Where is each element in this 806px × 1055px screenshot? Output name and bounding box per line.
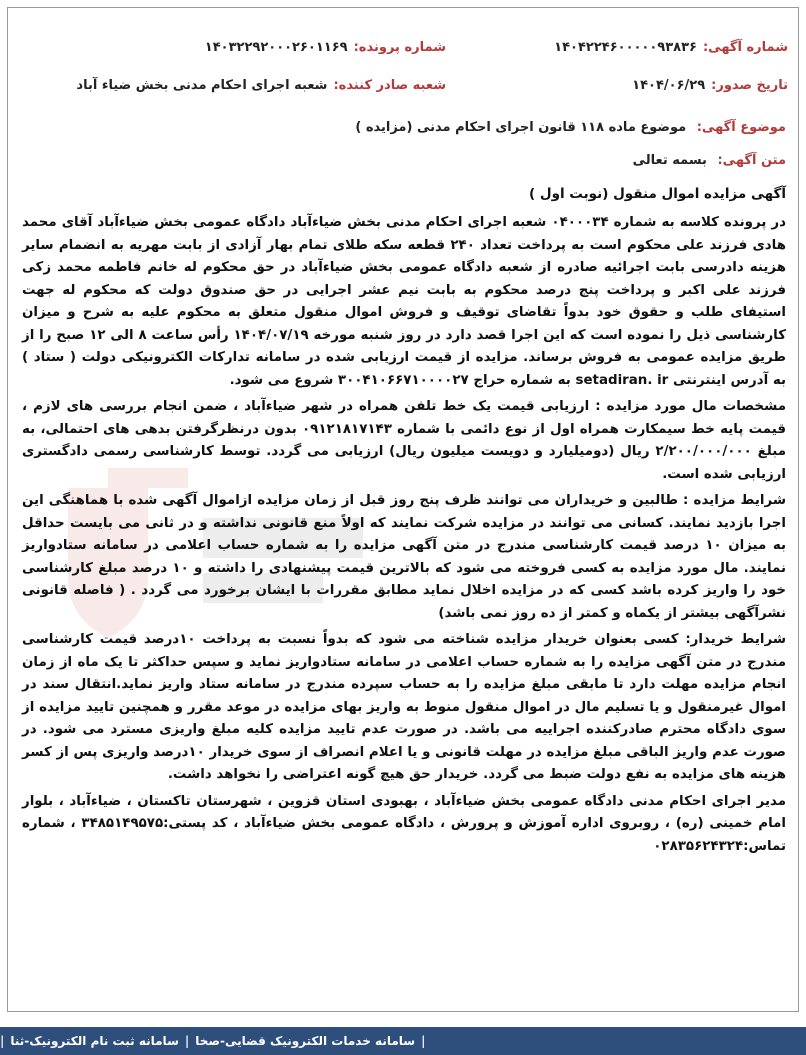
body-text-label: متن آگهی: (717, 153, 786, 168)
issue-date-row (632, 78, 788, 93)
issue-date: ۱۴۰۴/۰۶/۲۹ (632, 78, 706, 93)
issuer-row (76, 78, 446, 93)
ad-document (7, 7, 799, 1012)
file-number: ۱۴۰۳۲۲۹۲۰۰۰۲۶۰۱۱۶۹ (204, 40, 348, 55)
issuer-label: شعبه صادر کننده: (333, 78, 446, 93)
footer-bar (0, 1027, 806, 1055)
issuer: شعبه اجرای احکام مدنی بخش ضیاء آباد (76, 78, 328, 93)
header (8, 8, 798, 118)
paragraph-buyer-terms: شرایط خریدار: کسی بعنوان خریدار مزایده شناخته می شود که بدواً نسبت به پرداخت ۱۰درصد قیمت کارشناسی مندرج در متن آگهی مزایده را به شماره حساب اعلامی در سامانه ستادواریز نماید و سپس حداکثر تا یک ماه از زمان انجام مزایده مهلت دارد تا مابقی مبلغ مزایده را به حساب سپرده مندرج در سامانه ستاد واریز نماید.انتقال سند در اموال غیرمنقول و یا تسلیم مال در اموال منقول منوط به واریز بهای مزایده در موعد مقرر و همچنین تایید مزایده از سوی دادگاه محترم صادرکننده اجراییه می باشد. در صورت عدم تایید مزایده کلیه مبلغ واریزی مسترد می شود. در صورت عدم واریز الباقی مبلغ مزایده در مهلت قانونی و یا اعلام انصراف از سوی خریدار ۱۰درصد واریزی پس از کسر هزینه های مزایده به نفع دولت ضبط می گردد. خریدار حق هیچ گونه اعتراضی را نخواهد داشت. (22, 632, 786, 782)
ad-number-label: شماره آگهی: (702, 40, 788, 55)
subject-value: موضوع ماده ۱۱۸ قانون اجرای احکام مدنی (مزایده ) (355, 120, 687, 135)
file-number-row (205, 40, 446, 55)
footer-separator: | (184, 1034, 190, 1048)
ad-number: ۱۴۰۴۲۲۴۶۰۰۰۰۰۹۳۸۳۶ (554, 40, 697, 55)
file-number-label: شماره پرونده: (353, 40, 446, 55)
paragraph-case: در پرونده کلاسه به شماره ۰۴۰۰۰۳۴ شعبه اجرای احکام مدنی بخش ضیاءآباد دادگاه عمومی بخش ضیاءآباد آقای محمد هادی فرزند علی محکوم است به پرداخت تعداد ۲۴۰ قطعه سکه طلای تمام بهار آزادی از بابت مهریه به انضمام سایر هزینه دادرسی بابت اجرائیه صادره از شعبه دادگاه عمومی بخش ضیاءآباد در حق محکوم له خانم فاطمه محمد زکی فرزند علی اکبر و پرداخت پنج درصد محکوم به بابت نیم عشر اجرایی در حق صندوق دولت که محکوم له جهت استیفای طلب و حقوق خود بدواً تقاضای توقیف و فروش اموال منقول متعلق به محکوم علیه به شرح و میزان کارشناسی ذیل را نموده است که این اجرا قصد دارد در روز شنبه مورخه ۱۴۰۴/۰۷/۱۹ رأس ساعت ۸ الی ۱۲ صبح را از طریق مزایده عمومی به فروش برساند. مزایده از قیمت ارزیابی شده در سامانه تدارکات الکترونیکی دولت ( ستاد ) به آدرس اینترنتی setadiran. ir به شماره حراج ۳۰۰۴۱۰۶۶۷۱۰۰۰۰۲۷ شروع می شود. (22, 215, 787, 388)
ad-title: آگهی مزایده اموال منقول (نوبت اول ) (529, 186, 786, 202)
paragraph-contact: مدیر اجرای احکام مدنی دادگاه عمومی بخش ضیاءآباد ، بهبودی استان قزوین ، شهرستان تاکستان ، ضیاءآباد ، بلوار امام خمینی (ره) ، روبروی اداره آموزش و پرورش ، دادگاه عمومی بخش ضیاءآباد ، کد پستی:۳۴۸۵۱۴۹۵۷۵ ، شماره تماس:۰۲۸۳۵۶۲۴۳۲۴ (22, 793, 786, 854)
subject-row (22, 120, 786, 135)
subject-label: موضوع آگهی: (696, 120, 786, 135)
paragraph-property-specs: مشخصات مال مورد مزایده : ارزیابی قیمت یک خط تلفن همراه در شهر ضیاءآباد ، ضمن انجام بررسی های لازم ، قیمت پایه خط سیمکارت همراه اول از نوع دائمی با شماره ۰۹۱۲۱۸۱۷۱۴۳ بدون درنظرگرفتن بدهی های احتمالی، به مبلغ ۲/۲۰۰/۰۰۰/۰۰۰ ریال (دومیلیارد و دویست میلیون ریال) ارزیابی می گردد. توسط کارشناسی رسمی دادگستری ارزیابی شده است. (22, 399, 786, 482)
paragraph-auction-terms: شرایط مزایده : طالبین و خریداران می توانند ظرف پنج روز قبل از زمان مزایده ازاموال آگهی شده با هماهنگی این اجرا بازدید نمایند. کسانی می توانند در مزایده شرکت نمایند که اولاً منع قانونی نداشته و در ثانی می بایست حداقل به میزان ۱۰ درصد قیمت کارشناسی مندرج در متن آگهی مزایده را به شماره حساب اعلامی در سامانه ستادواریز نمایند. مال مورد مزایده به کسی فروخته می شود که بالاترین قیمت پیشنهادی را داشته و ۱۰ درصد مبلغ کارشناسی خود را واریز کرده باشد کسی که در مزایده اخلال نماید مطابق مقررات با ایشان برخورد می گردد . ( فاصله قانونی نشرآگهی بیشتر از یکماه و کمتر از ده روز نمی باشد) (22, 493, 786, 621)
footer-link-sana[interactable]: سامانه ثبت نام الکترونیک-ثنا (10, 1034, 179, 1048)
body-text-row (22, 153, 786, 168)
body-text-value: بسمه تعالی (632, 153, 707, 168)
issue-date-label: تاریخ صدور: (711, 78, 788, 93)
ad-content (22, 120, 786, 862)
footer-separator: | (421, 1034, 426, 1048)
footer-separator: | (0, 1034, 5, 1048)
footer-link-sekha[interactable]: سامانه خدمات الکترونیک قضایی-صخا (195, 1034, 416, 1048)
ad-number-row (554, 40, 788, 55)
